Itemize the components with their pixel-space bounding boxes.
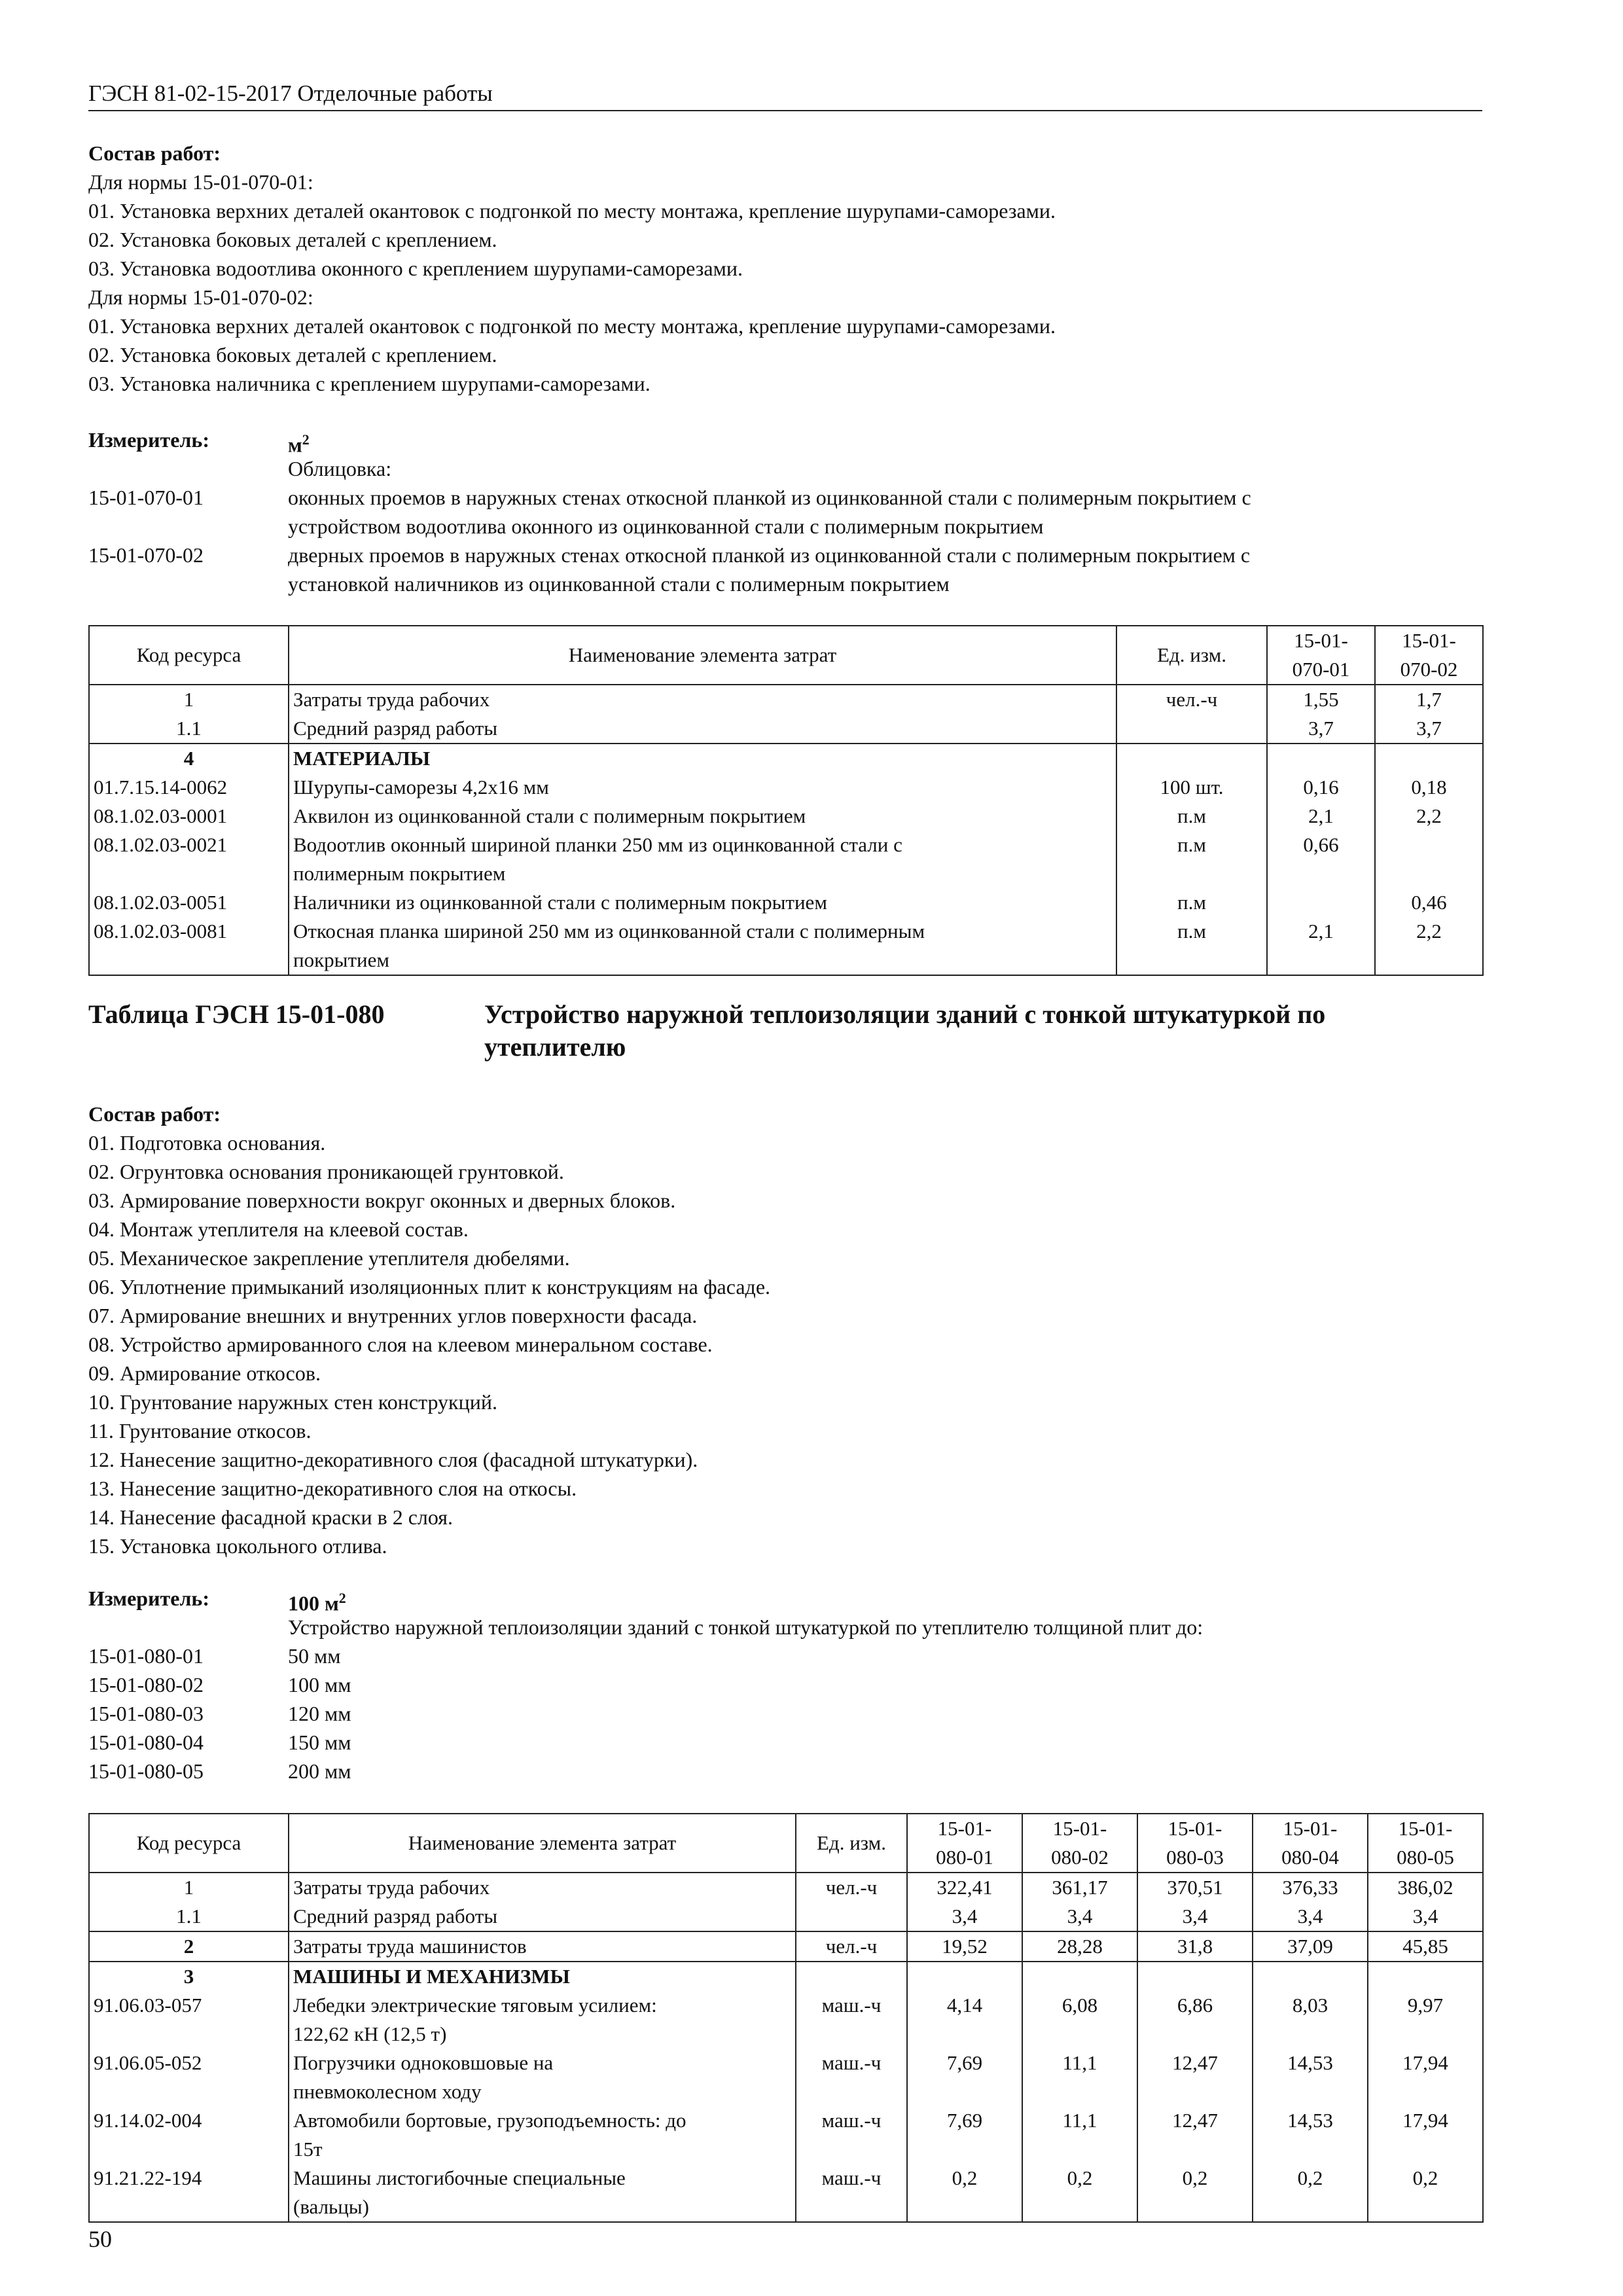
cell-name: Средний разряд работы	[289, 1902, 796, 1931]
cell-name-line: Откосная планка шириной 250 мм из оцинкованной стали с полимерным	[293, 920, 925, 942]
cell-name: Затраты труда машинистов	[289, 1931, 796, 1962]
cell-unit	[1116, 714, 1267, 744]
table-title-2: Устройство наружной теплоизоляции зданий с тонкой штукатуркой по	[484, 999, 1326, 1029]
table-header-row	[89, 1814, 1483, 1873]
cell-value	[1022, 1962, 1137, 1991]
header-norm-line: 15-01-	[1294, 629, 1348, 652]
composition-line: 03. Установка наличника с креплением шурупами-саморезами.	[88, 372, 651, 395]
norm-desc: устройством водоотлива оконного из оцинкованной стали с полимерным покрытием	[288, 514, 1044, 538]
cell-value	[1267, 888, 1375, 917]
cell-value: 3,4	[1368, 1902, 1483, 1931]
header-norm-line: 15-01-	[937, 1817, 992, 1840]
cell-name-line: Водоотлив оконный шириной планки 250 мм из оцинкованной стали с	[293, 833, 902, 856]
cell-value: 0,2	[907, 2164, 1022, 2222]
cell-value: 4,14	[907, 1991, 1022, 2049]
composition-line: Для нормы 15-01-070-01:	[88, 170, 313, 194]
cell-unit: п.м	[1116, 917, 1267, 975]
measure-unit-text: 100 м	[288, 1591, 339, 1615]
cell-unit: 100 шт.	[1116, 773, 1267, 802]
header-unit: Ед. изм.	[796, 1814, 907, 1873]
cell-name-line: 15т	[293, 2138, 323, 2161]
header-norm-line: 15-01-	[1168, 1817, 1222, 1840]
cell-value	[907, 1962, 1022, 1991]
composition-line: 02. Установка боковых деталей с креплением.	[88, 228, 497, 251]
cell-unit: маш.-ч	[796, 1991, 907, 2049]
cell-name-line: Автомобили бортовые, грузоподъемность: до	[293, 2109, 687, 2132]
cell-code: 91.14.02-004	[89, 2106, 289, 2164]
cell-value: 3,4	[1253, 1902, 1368, 1931]
table-row	[89, 2106, 1483, 2164]
header-norm-line: 15-01-	[1398, 1817, 1453, 1840]
composition-line: 13. Нанесение защитно-декоративного слоя на откосы.	[88, 1477, 577, 1500]
cell-name: Затраты труда рабочих	[289, 685, 1116, 714]
table-header-row	[89, 626, 1483, 685]
table-row	[89, 1873, 1483, 1902]
header-norm-line: 080-04	[1281, 1846, 1339, 1869]
cell-name-line: Машины листогибочные специальные	[293, 2166, 626, 2189]
cell-value: 19,52	[907, 1931, 1022, 1962]
cell-value: 14,53	[1253, 2049, 1368, 2106]
cell-value: 11,1	[1022, 2106, 1137, 2164]
cell-value	[1375, 744, 1483, 773]
norm-code: 15-01-080-03	[88, 1702, 204, 1725]
cell-value: 0,2	[1253, 2164, 1368, 2222]
composition-line: 12. Нанесение защитно-декоративного слоя (фасадной штукатурки).	[88, 1448, 698, 1471]
header-norm	[1368, 1814, 1483, 1873]
norm-code: 15-01-070-01	[88, 486, 204, 509]
cell-value: 6,08	[1022, 1991, 1137, 2049]
cell-value: 12,47	[1137, 2106, 1253, 2164]
header-norm	[1267, 626, 1375, 685]
cell-value: 0,2	[1368, 2164, 1483, 2222]
composition-line: Для нормы 15-01-070-02:	[88, 285, 313, 309]
header-norm-line: 15-01-	[1052, 1817, 1107, 1840]
composition-line: 04. Монтаж утеплителя на клеевой состав.	[88, 1217, 469, 1241]
cell-value: 322,41	[907, 1873, 1022, 1902]
cell-value: 2,2	[1375, 917, 1483, 975]
cell-value: 2,1	[1267, 802, 1375, 831]
cell-name-line: покрытием	[293, 948, 389, 971]
table-row	[89, 2049, 1483, 2106]
cell-value: 45,85	[1368, 1931, 1483, 1962]
cell-name	[289, 1991, 796, 2049]
cell-code: 08.1.02.03-0051	[89, 888, 289, 917]
header-name: Наименование элемента затрат	[289, 626, 1116, 685]
composition-line: 05. Механическое закрепление утеплителя дюбелями.	[88, 1246, 570, 1270]
cell-unit: п.м	[1116, 888, 1267, 917]
cell-code: 91.21.22-194	[89, 2164, 289, 2222]
cell-value: 3,4	[907, 1902, 1022, 1931]
cell-name	[289, 2164, 796, 2222]
table-row	[89, 714, 1483, 744]
table-row	[89, 1962, 1483, 1991]
norm-code: 15-01-070-02	[88, 543, 204, 567]
table-row	[89, 1931, 1483, 1962]
cell-value: 3,4	[1137, 1902, 1253, 1931]
measure-unit-text: м	[288, 433, 302, 457]
cell-value: 37,09	[1253, 1931, 1368, 1962]
norm-desc: 120 мм	[288, 1702, 351, 1725]
cell-unit: чел.-ч	[1116, 685, 1267, 714]
cell-name: Аквилон из оцинкованной стали с полимерным покрытием	[289, 802, 1116, 831]
measure-heading-2: Устройство наружной теплоизоляции зданий с тонкой штукатуркой по утеплителю толщиной плит до:	[288, 1615, 1204, 1639]
composition-line: 07. Армирование внешних и внутренних углов поверхности фасада.	[88, 1304, 698, 1327]
cell-code: 08.1.02.03-0081	[89, 917, 289, 975]
composition-line: 10. Грунтование наружных стен конструкций.	[88, 1390, 497, 1414]
header-unit: Ед. изм.	[1116, 626, 1267, 685]
norm-desc: установкой наличников из оцинкованной стали с полимерным покрытием	[288, 572, 950, 596]
cell-name-line: Погрузчики одноковшовые на	[293, 2051, 554, 2074]
table-row	[89, 802, 1483, 831]
cell-value: 28,28	[1022, 1931, 1137, 1962]
cell-unit	[796, 1962, 907, 1991]
norm-desc: оконных проемов в наружных стенах откосной планкой из оцинкованной стали с полимерным покрытием с	[288, 486, 1251, 509]
cell-value: 386,02	[1368, 1873, 1483, 1902]
cell-unit: маш.-ч	[796, 2049, 907, 2106]
header-norm	[907, 1814, 1022, 1873]
header-norm-line: 070-02	[1400, 658, 1458, 681]
cell-name: Средний разряд работы	[289, 714, 1116, 744]
cell-value	[1375, 831, 1483, 888]
cell-value: 3,7	[1267, 714, 1375, 744]
table-row	[89, 2164, 1483, 2222]
resource-table-1	[88, 625, 1484, 976]
composition-line: 14. Нанесение фасадной краски в 2 слоя.	[88, 1505, 453, 1529]
cell-value: 1,7	[1375, 685, 1483, 714]
composition-line: 03. Установка водоотлива оконного с креплением шурупами-саморезами.	[88, 257, 743, 280]
composition-line: 01. Установка верхних деталей окантовок с подгонкой по месту монтажа, крепление шурупами-саморезами.	[88, 314, 1056, 338]
cell-value	[1253, 1962, 1368, 1991]
cell-code: 3	[89, 1962, 289, 1991]
cell-name: Шурупы-саморезы 4,2х16 мм	[289, 773, 1116, 802]
page-header: ГЭСН 81-02-15-2017 Отделочные работы	[88, 77, 1482, 111]
cell-unit	[796, 1902, 907, 1931]
norm-desc: дверных проемов в наружных стенах откосной планкой из оцинкованной стали с полимерным покрытием с	[288, 543, 1251, 567]
cell-unit: чел.-ч	[796, 1873, 907, 1902]
cell-value: 1,55	[1267, 685, 1375, 714]
cell-value: 17,94	[1368, 2049, 1483, 2106]
cell-value: 12,47	[1137, 2049, 1253, 2106]
cell-value: 3,7	[1375, 714, 1483, 744]
composition-line: 03. Армирование поверхности вокруг оконных и дверных блоков.	[88, 1189, 676, 1212]
cell-unit: чел.-ч	[796, 1931, 907, 1962]
composition-line: 15. Установка цокольного отлива.	[88, 1534, 387, 1558]
norm-desc: 100 мм	[288, 1673, 351, 1696]
resource-table-2	[88, 1813, 1484, 2223]
cell-name	[289, 917, 1116, 975]
table-row	[89, 744, 1483, 773]
cell-name-line: 122,62 кН (12,5 т)	[293, 2022, 447, 2045]
cell-name	[289, 2049, 796, 2106]
table-label-2: Таблица ГЭСН 15-01-080	[88, 999, 385, 1029]
table-row	[89, 1991, 1483, 2049]
cell-name	[289, 2106, 796, 2164]
cell-value	[1368, 1962, 1483, 1991]
cell-value: 7,69	[907, 2049, 1022, 2106]
header-norm	[1137, 1814, 1253, 1873]
measure-label-1: Измеритель:	[88, 428, 209, 452]
header-name: Наименование элемента затрат	[289, 1814, 796, 1873]
cell-value: 2,2	[1375, 802, 1483, 831]
cell-code: 1.1	[89, 714, 289, 744]
cell-name	[289, 831, 1116, 888]
cell-code: 08.1.02.03-0001	[89, 802, 289, 831]
header-norm-line: 080-02	[1051, 1846, 1109, 1869]
cell-value: 0,18	[1375, 773, 1483, 802]
header-norm-line: 080-03	[1166, 1846, 1224, 1869]
header-norm-line: 080-05	[1397, 1846, 1454, 1869]
cell-value: 6,86	[1137, 1991, 1253, 2049]
cell-name-line: полимерным покрытием	[293, 862, 506, 885]
cell-unit: маш.-ч	[796, 2164, 907, 2222]
cell-value	[1267, 744, 1375, 773]
norm-code: 15-01-080-04	[88, 1731, 204, 1754]
cell-name-line: пневмоколесном ходу	[293, 2080, 482, 2103]
norm-desc: 200 мм	[288, 1759, 351, 1783]
cell-value: 361,17	[1022, 1873, 1137, 1902]
cell-value: 7,69	[907, 2106, 1022, 2164]
measure-unit-sup: 2	[302, 431, 310, 448]
cell-unit: маш.-ч	[796, 2106, 907, 2164]
cell-code: 01.7.15.14-0062	[89, 773, 289, 802]
header-norm-line: 15-01-	[1402, 629, 1456, 652]
cell-name: МАТЕРИАЛЫ	[289, 744, 1116, 773]
cell-value: 0,46	[1375, 888, 1483, 917]
cell-code: 1.1	[89, 1902, 289, 1931]
cell-value: 370,51	[1137, 1873, 1253, 1902]
header-norm	[1022, 1814, 1137, 1873]
composition-line: 01. Установка верхних деталей окантовок с подгонкой по месту монтажа, крепление шурупами-саморезами.	[88, 199, 1056, 223]
header-norm-line: 080-01	[936, 1846, 993, 1869]
header-norm-line: 15-01-	[1283, 1817, 1338, 1840]
cell-name: Наличники из оцинкованной стали с полимерным покрытием	[289, 888, 1116, 917]
composition-line: 02. Огрунтовка основания проникающей грунтовкой.	[88, 1160, 564, 1183]
cell-value: 17,94	[1368, 2106, 1483, 2164]
cell-code: 1	[89, 1873, 289, 1902]
cell-code: 91.06.05-052	[89, 2049, 289, 2106]
table-row	[89, 773, 1483, 802]
cell-value: 0,2	[1137, 2164, 1253, 2222]
cell-value: 9,97	[1368, 1991, 1483, 2049]
cell-name: Затраты труда рабочих	[289, 1873, 796, 1902]
cell-code: 2	[89, 1931, 289, 1962]
cell-code: 1	[89, 685, 289, 714]
cell-value: 3,4	[1022, 1902, 1137, 1931]
cell-name-line: Лебедки электрические тяговым усилием:	[293, 1994, 657, 2017]
cell-code: 4	[89, 744, 289, 773]
header-code: Код ресурса	[89, 1814, 289, 1873]
cell-name: МАШИНЫ И МЕХАНИЗМЫ	[289, 1962, 796, 1991]
norm-code: 15-01-080-01	[88, 1644, 204, 1668]
cell-value: 2,1	[1267, 917, 1375, 975]
measure-label-2: Измеритель:	[88, 1587, 209, 1610]
cell-code: 08.1.02.03-0021	[89, 831, 289, 888]
norm-desc: 150 мм	[288, 1731, 351, 1754]
composition-line: 09. Армирование откосов.	[88, 1361, 321, 1385]
table-row	[89, 917, 1483, 975]
composition-line: 01. Подготовка основания.	[88, 1131, 326, 1155]
cell-value: 0,2	[1022, 2164, 1137, 2222]
cell-value: 14,53	[1253, 2106, 1368, 2164]
cell-value: 31,8	[1137, 1931, 1253, 1962]
header-norm	[1375, 626, 1483, 685]
cell-value: 8,03	[1253, 1991, 1368, 2049]
cell-value: 376,33	[1253, 1873, 1368, 1902]
measure-unit-sup: 2	[338, 1590, 346, 1606]
header-norm	[1253, 1814, 1368, 1873]
composition-title-1: Состав работ:	[88, 141, 221, 165]
composition-line: 06. Уплотнение примыканий изоляционных плит к конструкциям на фасаде.	[88, 1275, 771, 1299]
composition-line: 08. Устройство армированного слоя на клеевом минеральном составе.	[88, 1333, 713, 1356]
norm-code: 15-01-080-02	[88, 1673, 204, 1696]
composition-line: 11. Грунтование откосов.	[88, 1419, 312, 1443]
cell-value: 11,1	[1022, 2049, 1137, 2106]
table-title-2: утеплителю	[484, 1032, 626, 1062]
table-row	[89, 685, 1483, 714]
norm-desc: 50 мм	[288, 1644, 341, 1668]
composition-line: 02. Установка боковых деталей с креплением.	[88, 343, 497, 367]
measure-heading-1: Облицовка:	[288, 457, 392, 480]
page-number: 50	[88, 2226, 112, 2252]
cell-unit: п.м	[1116, 831, 1267, 888]
cell-value: 0,66	[1267, 831, 1375, 888]
table-row	[89, 1902, 1483, 1931]
table-row	[89, 831, 1483, 888]
cell-name-line: (вальцы)	[293, 2195, 369, 2218]
header-code: Код ресурса	[89, 626, 289, 685]
cell-code: 91.06.03-057	[89, 1991, 289, 2049]
cell-unit	[1116, 744, 1267, 773]
table-row	[89, 888, 1483, 917]
cell-value: 0,16	[1267, 773, 1375, 802]
cell-unit: п.м	[1116, 802, 1267, 831]
header-norm-line: 070-01	[1292, 658, 1350, 681]
composition-title-2: Состав работ:	[88, 1102, 221, 1126]
cell-value	[1137, 1962, 1253, 1991]
norm-code: 15-01-080-05	[88, 1759, 204, 1783]
